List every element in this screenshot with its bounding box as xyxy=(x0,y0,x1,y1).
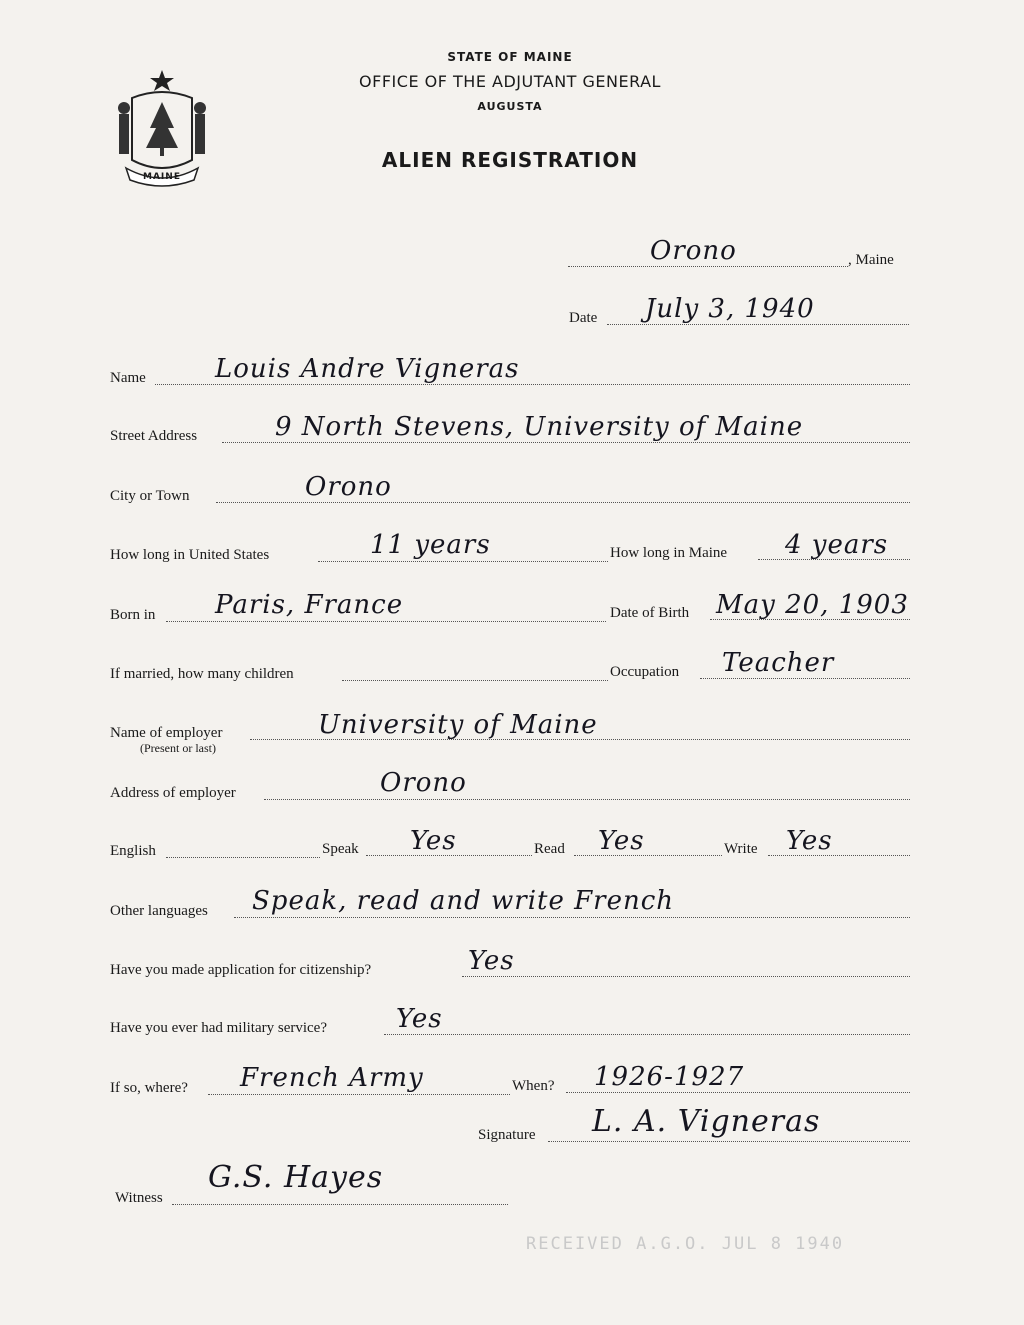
street-address-value: 9 North Stevens, University of Maine xyxy=(275,412,804,442)
military-line xyxy=(384,1034,910,1035)
date-label: Date xyxy=(569,310,598,326)
city-value: Orono xyxy=(305,472,392,502)
employer-value: University of Maine xyxy=(318,710,598,740)
state-seal xyxy=(108,64,216,192)
employer-address-label: Address of employer xyxy=(110,785,236,801)
english-speak-value: Yes xyxy=(410,826,457,856)
how-long-maine-value: 4 years xyxy=(785,530,889,560)
english-write-label: Write xyxy=(724,841,758,857)
city-line xyxy=(216,502,910,503)
city-label: City or Town xyxy=(110,488,190,504)
header-office: OFFICE OF THE ADJUTANT GENERAL xyxy=(359,72,661,91)
when-label: When? xyxy=(512,1078,555,1094)
where-label: If so, where? xyxy=(110,1080,188,1096)
employer-sublabel: (Present or last) xyxy=(140,741,216,755)
other-languages-value: Speak, read and write French xyxy=(252,886,675,916)
english-line xyxy=(166,857,320,858)
other-languages-line xyxy=(234,917,910,918)
where-line xyxy=(208,1094,510,1095)
witness-label: Witness xyxy=(115,1190,163,1206)
witness-value: G.S. Hayes xyxy=(208,1160,384,1195)
english-read-label: Read xyxy=(534,841,565,857)
name-line xyxy=(155,384,910,385)
english-read-value: Yes xyxy=(598,826,645,856)
english-label: English xyxy=(110,843,156,859)
military-value: Yes xyxy=(396,1004,443,1034)
english-write-value: Yes xyxy=(786,826,833,856)
how-long-maine-label: How long in Maine xyxy=(610,545,728,561)
occupation-label: Occupation xyxy=(610,664,680,680)
signature-label: Signature xyxy=(478,1127,536,1143)
children-line xyxy=(342,680,608,681)
citizenship-value: Yes xyxy=(468,946,515,976)
occupation-line xyxy=(700,678,910,679)
born-in-line xyxy=(166,621,606,622)
form-title: ALIEN REGISTRATION xyxy=(381,148,639,172)
how-long-us-value: 11 years xyxy=(370,530,491,560)
when-value: 1926-1927 xyxy=(594,1062,745,1092)
employer-address-value: Orono xyxy=(380,768,467,798)
when-line xyxy=(566,1092,910,1093)
how-long-us-line xyxy=(318,561,608,562)
date-value: July 3, 1940 xyxy=(645,294,815,324)
born-in-value: Paris, France xyxy=(215,590,404,620)
street-address-line xyxy=(222,442,910,443)
received-stamp: RECEIVED A.G.O. JUL 8 1940 xyxy=(526,1234,845,1254)
date-of-birth-label: Date of Birth xyxy=(610,605,690,621)
born-in-label: Born in xyxy=(110,607,156,623)
signature-line xyxy=(548,1141,910,1142)
name-value: Louis Andre Vigneras xyxy=(215,354,520,384)
occupation-value: Teacher xyxy=(722,648,835,678)
witness-line xyxy=(172,1204,508,1205)
how-long-us-label: How long in United States xyxy=(110,547,270,563)
children-label: If married, how many children xyxy=(110,666,294,682)
place-suffix: , Maine xyxy=(848,252,894,268)
street-address-label: Street Address xyxy=(110,428,198,444)
citizenship-line xyxy=(462,976,910,977)
other-languages-label: Other languages xyxy=(110,903,208,919)
military-label: Have you ever had military service? xyxy=(110,1020,327,1036)
english-read-line xyxy=(574,855,722,856)
employer-label: Name of employer xyxy=(110,725,223,741)
place-value: Orono xyxy=(650,236,737,266)
name-label: Name xyxy=(110,370,146,386)
employer-address-line xyxy=(264,799,910,800)
english-speak-label: Speak xyxy=(322,841,359,857)
citizenship-label: Have you made application for citizenship? xyxy=(110,962,372,978)
signature-value: L. A. Vigneras xyxy=(592,1104,821,1139)
where-value: French Army xyxy=(240,1063,424,1093)
date-of-birth-value: May 20, 1903 xyxy=(716,590,909,620)
header-city: AUGUSTA xyxy=(477,100,543,113)
header-state: STATE OF MAINE xyxy=(447,50,573,64)
place-line xyxy=(568,266,848,267)
date-line xyxy=(607,324,909,325)
seal-banner-text: MAINE xyxy=(143,172,181,182)
